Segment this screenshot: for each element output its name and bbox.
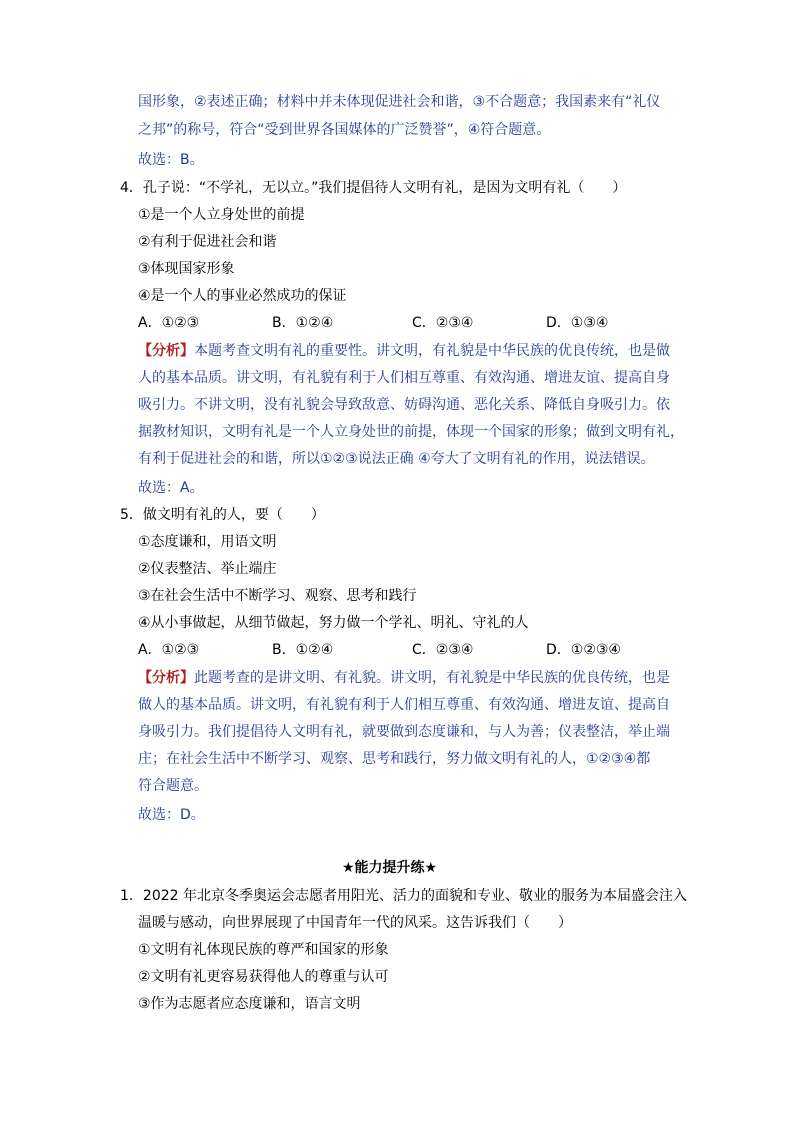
q5-option-d: D．①②③④	[546, 642, 621, 658]
q4-analysis-line-1: 【分析】本题考查文明有礼的重要性。讲文明，有礼貌是中华民族的优良传统，也是做	[138, 343, 670, 359]
q5-item-4: ④从小事做起，从细节做起，努力做一个学礼、明礼、守礼的人	[138, 615, 529, 631]
prev-explanation-line-1: 国形象，②表述正确；材料中并未体现促进社会和谐，③不合题意；我国素来有“礼仪	[138, 94, 661, 110]
q5-analysis-line-5: 符合题意。	[138, 778, 208, 794]
q5-answer: 故选：D。	[138, 807, 205, 823]
q5-option-b: B．①②④	[272, 642, 334, 658]
q1-item-2: ②文明有礼更容易获得他人的尊重与认可	[138, 969, 389, 985]
q5-item-3: ③在社会生活中不断学习、观察、思考和践行	[138, 588, 417, 604]
q4-option-d: D．①③④	[546, 315, 609, 331]
q1-stem-line-2: 温暖与感动，向世界展现了中国青年一代的风采。这告诉我们（ ）	[138, 915, 572, 931]
q4-analysis-label: 【分析】	[138, 343, 194, 359]
q5-analysis-line-2: 做人的基本品质。讲文明，有礼貌有利于人们相互尊重、有效沟通、增进友谊、提高自	[138, 697, 670, 713]
q4-analysis-line-4: 据教材知识，文明有礼是一个人立身处世的前提，体现一个国家的形象；做到文明有礼，	[138, 424, 684, 440]
q4-item-3: ③体现国家形象	[138, 261, 235, 277]
q5-item-1: ①态度谦和，用语文明	[138, 534, 277, 550]
q4-analysis-line-5: 有利于促进社会的和谐，所以①②③说法正确 ④夸大了文明有礼的作用，说法错误。	[138, 451, 655, 467]
q5-analysis-label: 【分析】	[138, 670, 194, 686]
q4-option-b: B．①②④	[272, 315, 334, 331]
q4-item-1: ①是一个人立身处世的前提	[138, 207, 305, 223]
prev-explanation-line-2: 之邦”的称号，符合“受到世界各国媒体的广泛赞誉”，④符合题意。	[138, 122, 551, 138]
q1-item-3: ③作为志愿者应态度谦和，语言文明	[138, 996, 361, 1012]
q4-analysis-line-2: 人的基本品质。讲文明，有礼貌有利于人们相互尊重、有效沟通、增进友谊、提高自身	[138, 370, 670, 386]
q5-option-a: A．①②③	[138, 642, 200, 658]
q5-analysis-line-1: 【分析】此题考查的是讲文明、有礼貌。讲文明，有礼貌是中华民族的优良传统，也是	[138, 670, 670, 686]
q4-stem: 4．孔子说：“不学礼，无以立。”我们提倡待人文明有礼，是因为文明有礼（ ）	[120, 180, 627, 196]
prev-answer: 故选：B。	[138, 152, 204, 168]
q4-option-c: C．②③④	[412, 315, 474, 331]
q5-analysis-line-3: 身吸引力。我们提倡待人文明有礼，就要做到态度谦和，与人为善；仪表整洁，举止端	[138, 724, 670, 740]
q4-item-2: ②有利于促进社会和谐	[138, 234, 277, 250]
q5-option-c: C．②③④	[412, 642, 474, 658]
q5-item-2: ②仪表整洁、举止端庄	[138, 561, 277, 577]
q5-stem: 5．做文明有礼的人，要（ ）	[120, 507, 325, 523]
q1-item-1: ①文明有礼体现民族的尊严和国家的形象	[138, 942, 389, 958]
q4-analysis-line-3: 吸引力。不讲文明，没有礼貌会导致敌意、妨碍沟通、恶化关系、降低自身吸引力。依	[138, 397, 670, 413]
q1-stem-line-1: 1．2022 年北京冬季奥运会志愿者用阳光、活力的面貌和专业、敬业的服务为本届盛会注入	[120, 888, 687, 904]
q4-option-a: A．①②③	[138, 315, 200, 331]
section-title: ★能力提升练★	[342, 860, 438, 876]
q5-analysis-line-4: 庄；在社会生活中不断学习、观察、思考和践行，努力做文明有礼的人，①②③④都	[138, 751, 651, 767]
q4-answer: 故选：A。	[138, 480, 204, 496]
q4-item-4: ④是一个人的事业必然成功的保证	[138, 288, 347, 304]
